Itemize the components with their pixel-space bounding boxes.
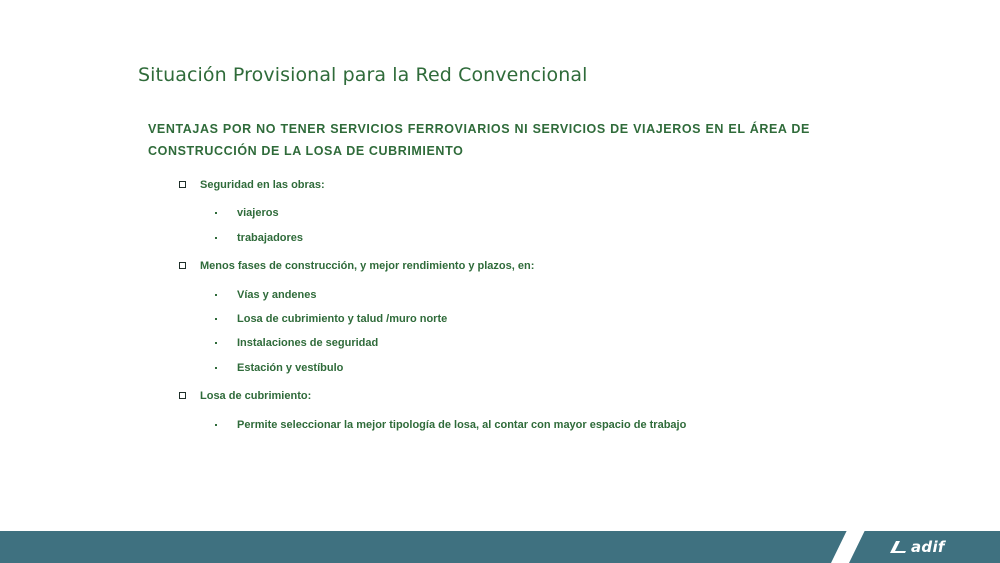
sub-bullet-estacion: Estación y vestíbulo (237, 362, 344, 374)
checkbox-bullet-icon (179, 181, 186, 188)
section-heading: VENTAJAS POR NO TENER SERVICIOS FERROVIARIOS NI SERVICIOS DE VIAJEROS EN EL ÁREA DE CONSTRUCCIÓN DE LA LOSA DE CUBRIMIENTO (148, 122, 810, 158)
adif-logo (888, 536, 945, 558)
dot-bullet-icon (215, 294, 217, 296)
bullet-menos-fases: Menos fases de construcción, y mejor rendimiento y plazos, en: (200, 260, 535, 272)
dot-bullet-icon (215, 318, 217, 320)
sub-bullet-tipologia: Permite seleccionar la mejor tipología de losa, al contar con mayor espacio de trabajo (237, 419, 687, 431)
slide-title: Situación Provisional para la Red Convencional (138, 64, 588, 86)
dot-bullet-icon (215, 342, 217, 344)
dot-bullet-icon (215, 237, 217, 239)
checkbox-bullet-icon (179, 392, 186, 399)
adif-logo-text: adif (911, 538, 945, 556)
sub-bullet-trabajadores: trabajadores (237, 232, 304, 244)
sub-bullet-losa-talud: Losa de cubrimiento y talud /muro norte (237, 313, 448, 325)
sub-bullet-instalaciones: Instalaciones de seguridad (237, 337, 379, 349)
dot-bullet-icon (215, 424, 217, 426)
bullet-seguridad: Seguridad en las obras: (200, 179, 325, 191)
dot-bullet-icon (215, 212, 217, 214)
dot-bullet-icon (215, 367, 217, 369)
bullet-losa-cubrimiento: Losa de cubrimiento: (200, 390, 312, 402)
sub-bullet-viajeros: viajeros (237, 207, 279, 219)
checkbox-bullet-icon (179, 262, 186, 269)
sub-bullet-vias: Vías y andenes (237, 289, 317, 301)
adif-logo-icon (888, 539, 908, 555)
